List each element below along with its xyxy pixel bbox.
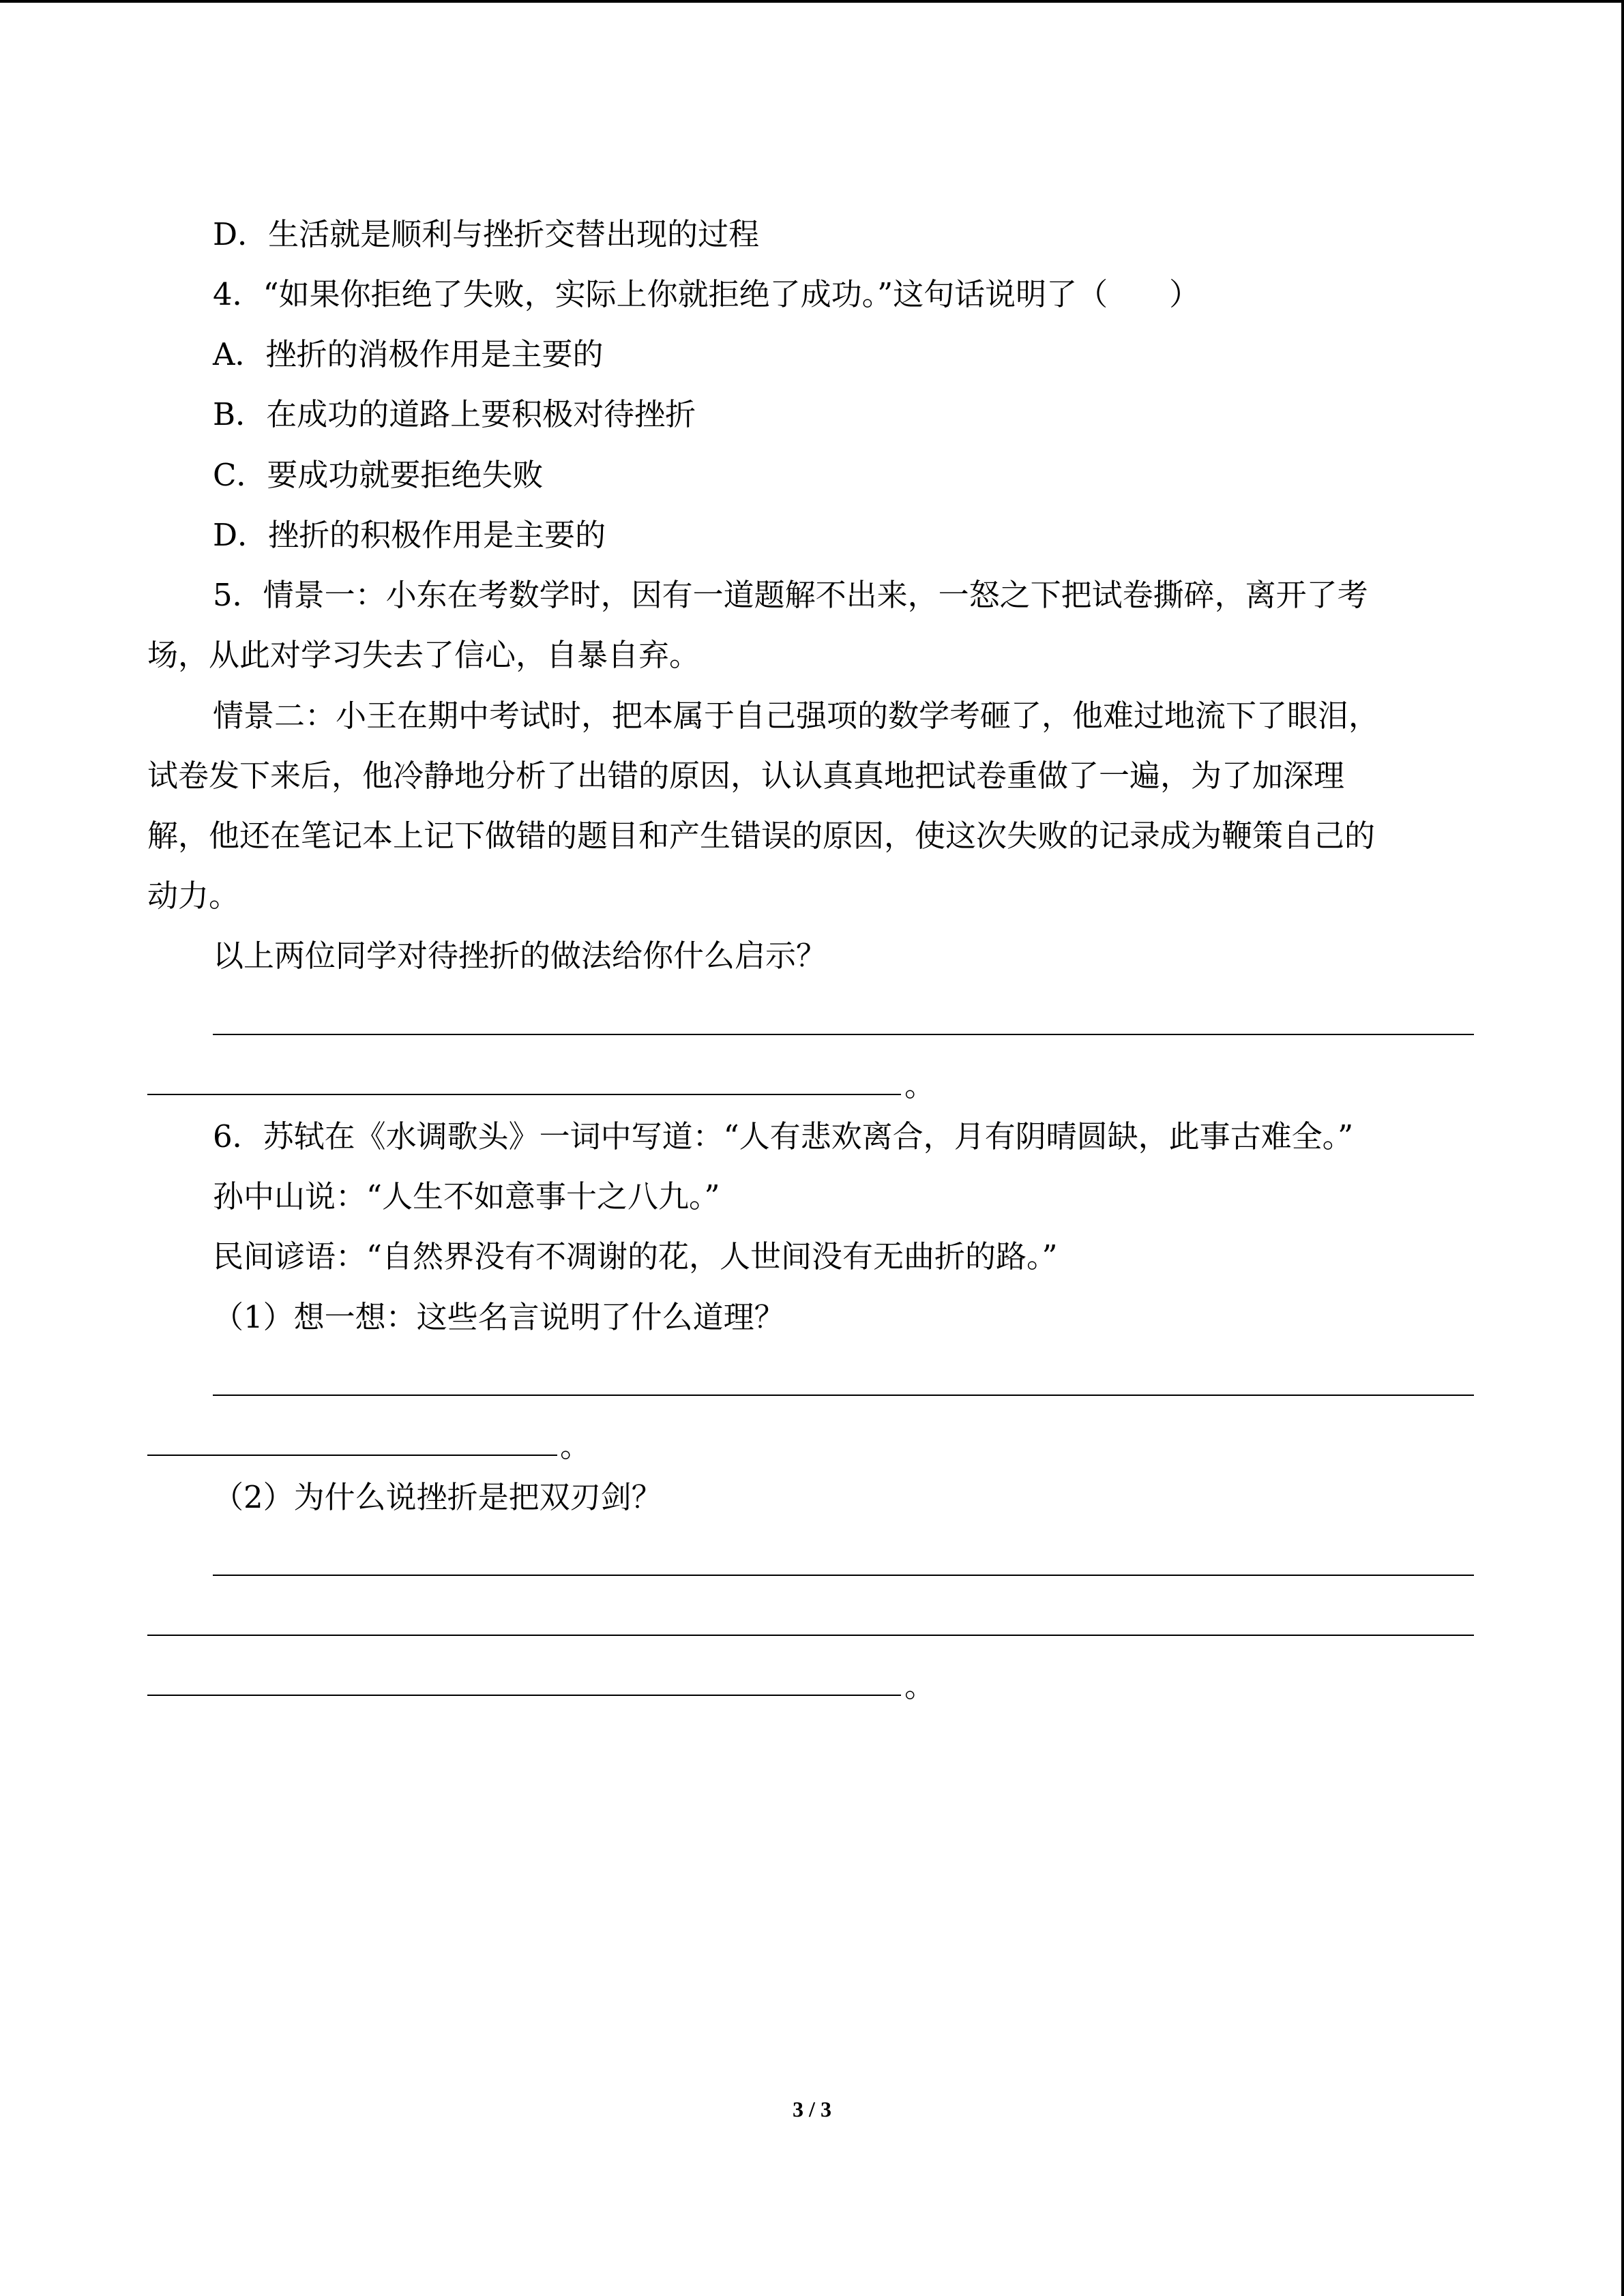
page-number: 3 / 3 xyxy=(793,2097,831,2121)
q5-answer-line-1[interactable] xyxy=(213,1034,1474,1035)
q5-scene1-line2: 场，从此对学习失去了信心，自暴自弃。 xyxy=(147,637,700,673)
q6-sub2-answer-line-1[interactable] xyxy=(213,1575,1474,1576)
q6-sub1-end-period: 。 xyxy=(560,1428,591,1464)
q4-option-b: B．在成功的道路上要积极对待挫折 xyxy=(213,396,696,432)
q4-option-c: C．要成功就要拒绝失败 xyxy=(213,457,544,493)
q6-sub1-answer-line-2[interactable] xyxy=(147,1455,557,1456)
page-border-top xyxy=(0,0,1624,3)
q5-scene1-line1: 5．情景一：小东在考数学时，因有一道题解不出来，一怒之下把试卷撕碎，离开了考 xyxy=(213,577,1368,613)
q5-question: 以上两位同学对待挫折的做法给你什么启示？ xyxy=(213,938,827,974)
q4-option-a: A．挫折的消极作用是主要的 xyxy=(213,336,604,372)
q6-sub1-answer-line-1[interactable] xyxy=(213,1395,1474,1396)
q5-scene2-line2: 试卷发下来后，他冷静地分析了出错的原因，认认真真地把试卷重做了一遍，为了加深理 xyxy=(147,758,1345,794)
page-border-right xyxy=(1621,0,1624,2296)
q6-quote-proverb: 民间谚语：“自然界没有不凋谢的花，人世间没有无曲折的路。” xyxy=(213,1238,1058,1274)
q6-sub2-question: （2）为什么说挫折是把双刃剑？ xyxy=(213,1479,662,1515)
q6-sub2-answer-line-2[interactable] xyxy=(147,1635,1474,1636)
q6-sub1-question: （1）想一想：这些名言说明了什么道理？ xyxy=(213,1299,785,1335)
q5-end-period: 。 xyxy=(904,1067,936,1103)
q3-option-d: D．生活就是顺利与挫折交替出现的过程 xyxy=(213,216,760,252)
q6-sub2-answer-line-3[interactable] xyxy=(147,1695,901,1696)
q4-option-d: D．挫折的积极作用是主要的 xyxy=(213,517,606,553)
q5-scene2-line4: 动力。 xyxy=(147,878,240,914)
q5-scene2-line1: 情景二：小王在期中考试时，把本属于自己强项的数学考砸了，他难过地流下了眼泪， xyxy=(213,698,1380,734)
q5-answer-line-2[interactable] xyxy=(147,1094,901,1095)
q6-quote-sun-zhongshan: 孙中山说：“人生不如意事十之八九。” xyxy=(213,1178,720,1214)
q6-quote-sushi: 6．苏轼在《水调歌头》一词中写道：“人有悲欢离合，月有阴晴圆缺，此事古难全。” xyxy=(213,1118,1354,1154)
q4-stem: 4．“如果你拒绝了失败，实际上你就拒绝了成功。”这句话说明了（ ） xyxy=(213,276,1200,312)
q5-scene2-line3: 解，他还在笔记本上记下做错的题目和产生错误的原因，使这次失败的记录成为鞭策自己的 xyxy=(147,818,1376,854)
q6-sub2-end-period: 。 xyxy=(904,1668,936,1704)
